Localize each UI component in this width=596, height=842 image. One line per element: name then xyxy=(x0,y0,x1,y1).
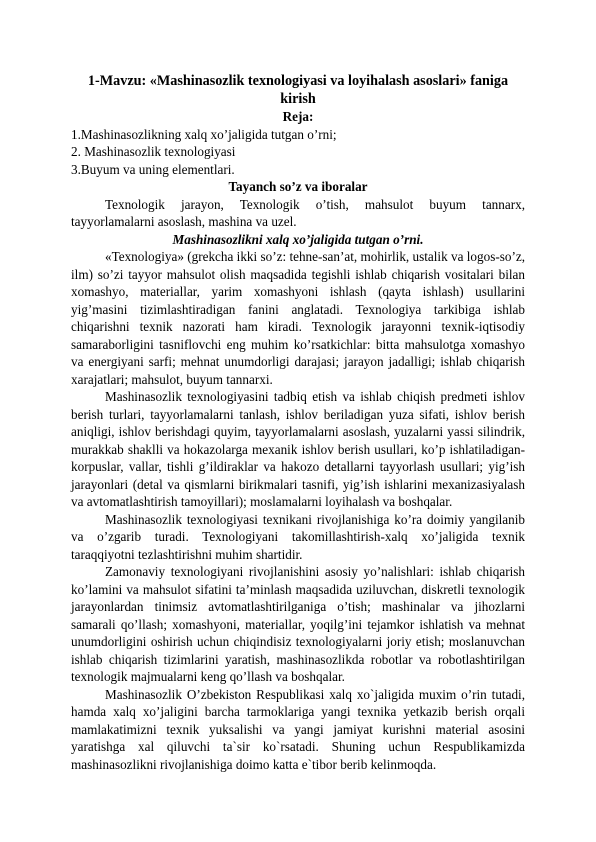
document-title: 1-Mavzu: «Mashinasozlik texnologiyasi va loyihalash asoslari» faniga kirish xyxy=(87,73,509,107)
plan-list xyxy=(71,126,525,179)
keywords-heading: Tayanch so’z va iboralar xyxy=(228,179,368,194)
plan-item: 1.Mashinasozlikning xalq xo’jaligida tutgan o’rni; xyxy=(71,126,337,142)
document-page xyxy=(71,72,525,773)
keywords-paragraph: Texnologik jarayon, Texnologik o’tish, mahsulot buyum tannarx, tayyorlamalarni asoslash, mashina va uzel. xyxy=(71,196,525,229)
section-heading: Mashinasozlikni xalq xo’jaligida tutgan o’rni. xyxy=(172,231,424,247)
plan-item: 2. Mashinasozlik texnologiyasi xyxy=(71,144,236,159)
plan-heading: Reja: xyxy=(282,109,314,124)
plan-item: 3.Buyum va uning elementlari. xyxy=(71,161,235,177)
body-paragraph: Mashinasozlik texnologiyasi texnikani rivojlanishiga ko’ra doimiy yangilanib va o’zgarib turadi. Texnologiyani takomillashtirish-xalq xo’jaligida texnik taraqqiyotni tezlashtirishni muhim shartidir. xyxy=(71,511,525,562)
body-paragraph: «Texnologiya» (grekcha ikki so’z: tehne-san’at, mohirlik, ustalik va logos-so’z, ilm) so’zi tayyor mahsulot olish maqsadida tegishli ishlab chiqarish vositalari bilan xomashyo, materiallar, yarim xomashyoni ishlash (qayta ishlash) usullarini yig’masini tizimlashtiradigan fanini anglatadi. Texnologiya tarkibiga ishlab chiqarishni texnik nazorati ham kiradi. Texnologik jarayonni texnik-iqtisodiy samaraborligini tasniflovchi eng muhim ko’rsatkichlar: bitta mahsulotga xomashyo va energiyani sarfi; mehnat unumdorligi darajasi; jarayon jadalligi; ishlab chiqarish xarajatlari; mahsulot, buyum tannarxi. xyxy=(71,249,525,387)
body-paragraph: Mashinasozlik texnologiyasini tadbiq etish va ishlab chiqish predmeti ishlov berish turlari, tayyorlamalarni tanlash, ishlov beriladigan yuza sifati, ishlov berish aniqligi, ishlov berishdagi quyim, tayyorlamalarni asoslash, yuzalarni yassi silindrik, murakkab shaklli va hokazolarga mexanik ishlov berish usullari, ko’p ishlatiladigan-korpuslar, vallar, tishli g’ildiraklar va hakozo detallarni tayyorlash usullari; yig’ish jarayonlari (detal va qismlarni birikmalari tasnifi, yig’ish ishlarini mexanizasiyalash va avtomatlashtirish tamoyillari); moslamalarni loyihalash va boshqalar. xyxy=(71,389,525,509)
body-paragraph: Zamonaviy texnologiyani rivojlanishini asosiy yo’nalishlari: ishlab chiqarish ko’lamini va mahsulot sifatini ta’minlash maqsadida uziluvchan, diskretli texnologik jarayonlardan tinimsiz avtomatlashtirilganiga o’tish; mashinalar va jihozlarni samarali qo’llash; xomashyoni, materiallar, yoqilg’ini tejamkor ishlatish va mehnat unumdorligini oshirish uchun chiqindisiz texnologiyalarni joriy etish; moslanuvchan ishlab chiqarish tizimlarini yaratish, mashinasozlikda robotlar va robotlashtirilgan texnologik majmualarni keng qo’llash va boshqalar. xyxy=(71,564,525,684)
body-paragraph: Mashinasozlik O’zbekiston Respublikasi xalq xo`jaligida muxim o’rin tutadi, hamda xalq xo’jaligini barcha tarmoklariga yangi texnika yetkazib berish orqali mamlakatimizni texnik yuksalishi va yangi jamiyat kurishni material asosini yaratishga xal qiluvchi ta`sir ko`rsatadi. Shuning uchun Respublikamizda mashinasozlikni rivojlanishiga doimo katta e`tibor berib kelinmoqda. xyxy=(71,686,525,772)
